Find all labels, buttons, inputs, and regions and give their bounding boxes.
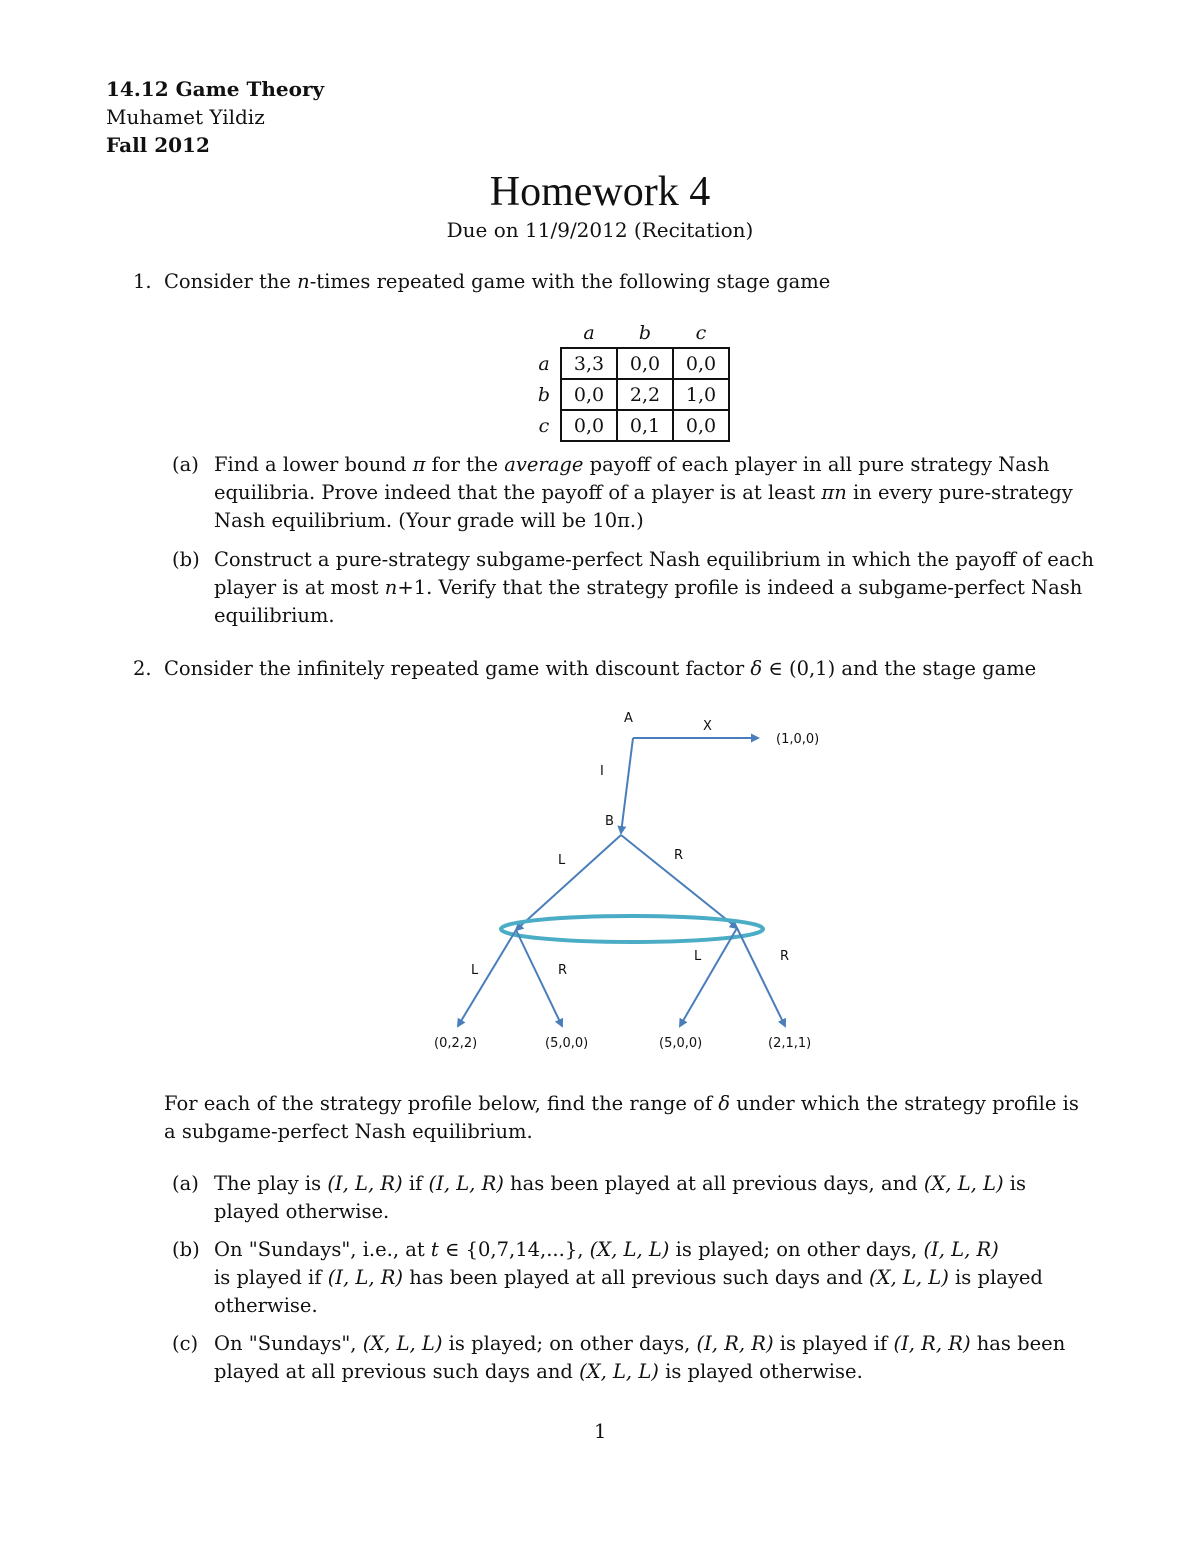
table-cell: 3,3 (561, 348, 617, 379)
q2-intro: Consider the infinitely repeated game with discount factor δ ∈ (0,1) and the stage game (164, 657, 1037, 680)
c-left1-label: L (471, 963, 479, 978)
q2b-line1: On "Sundays", i.e., at t ∈ {0,7,14,...}, (X, L, L) is played; on other days, (I, L, R) (214, 1238, 999, 1261)
term: Fall 2012 (106, 133, 210, 157)
table-cell: 0,0 (561, 410, 617, 441)
due-date: Due on 11/9/2012 (Recitation) (446, 218, 754, 242)
table-cell: 0,0 (561, 379, 617, 410)
c-left2-label: L (694, 949, 702, 964)
move-i-arrow (621, 738, 633, 833)
row-header: b (537, 383, 551, 406)
q2c-line2: played at all previous such days and (X, L, L) is played otherwise. (214, 1360, 863, 1383)
b-left-label: L (558, 853, 566, 868)
table-cell: 1,0 (673, 379, 729, 410)
q1b-line3: equilibrium. (214, 604, 335, 627)
q2b-line3: otherwise. (214, 1294, 318, 1317)
q1-number: 1. (133, 270, 152, 293)
c-right1-label: R (558, 963, 568, 978)
page-title: Homework 4 (489, 169, 711, 215)
q1a-line2: equilibria. Prove indeed that the payoff of a player is at least πn in every pure-strategy (214, 481, 1073, 504)
node-a-label: A (624, 711, 633, 726)
q1b-line2: player is at most n+1. Verify that the strategy profile is indeed a subgame-perfect Nash (214, 576, 1083, 599)
information-set-ellipse (501, 916, 763, 942)
q2c-line1: On "Sundays", (X, L, L) is played; on other days, (I, R, R) is played if (I, R, R) has been (214, 1332, 1066, 1355)
c-left1-arrow (458, 930, 516, 1026)
q1b-line1: Construct a pure-strategy subgame-perfect Nash equilibrium in which the payoff of each (214, 548, 1094, 571)
q2a-line2: played otherwise. (214, 1200, 390, 1223)
node-b-label: B (605, 814, 614, 829)
table-cell: 0,0 (617, 348, 673, 379)
table-cell: 0,1 (617, 410, 673, 441)
table-cell: 0,0 (673, 410, 729, 441)
q1a-line1: Find a lower bound π for the average payoff of each player in all pure strategy Nash (214, 453, 1050, 476)
col-header: a (583, 321, 595, 344)
q2-prompt-line1: For each of the strategy profile below, find the range of δ under which the strategy profile is (164, 1092, 1079, 1115)
page-number: 1 (594, 1420, 607, 1443)
payoff-rl: (5,0,0) (659, 1036, 703, 1051)
b-right-label: R (674, 848, 684, 863)
table-cell: 0,0 (673, 348, 729, 379)
q2a-label: (a) (172, 1172, 199, 1195)
col-header: b (638, 321, 652, 344)
col-header: c (695, 321, 707, 344)
course-title: 14.12 Game Theory (106, 77, 325, 101)
q2-prompt-line2: a subgame-perfect Nash equilibrium. (164, 1120, 533, 1143)
q2b-label: (b) (172, 1238, 200, 1261)
payoff-x: (1,0,0) (776, 732, 820, 747)
q2-number: 2. (133, 657, 152, 680)
payoff-lr: (5,0,0) (545, 1036, 589, 1051)
table-cell: 2,2 (617, 379, 673, 410)
q1b-label: (b) (172, 548, 200, 571)
q1a-line3: Nash equilibrium. (Your grade will be 10π.) (214, 509, 644, 532)
row-header: a (538, 352, 550, 375)
payoff-rr: (2,1,1) (768, 1036, 812, 1051)
c-right2-label: R (780, 949, 790, 964)
row-header: c (538, 414, 550, 437)
payoff-ll: (0,2,2) (434, 1036, 478, 1051)
move-x-label: X (703, 719, 712, 734)
q1a-label: (a) (172, 453, 199, 476)
c-right2-arrow (737, 928, 785, 1026)
instructor-name: Muhamet Yildiz (106, 105, 265, 129)
q2b-line2: is played if (I, L, R) has been played at all previous such days and (X, L, L) is played (214, 1266, 1043, 1289)
c-right1-arrow (516, 930, 562, 1026)
move-i-label: I (600, 764, 604, 779)
q2a-line1: The play is (I, L, R) if (I, L, R) has been played at all previous days, and (X, L, L) is (214, 1172, 1027, 1195)
q1-intro: Consider the n-times repeated game with the following stage game (164, 270, 831, 293)
q2c-label: (c) (172, 1332, 199, 1355)
